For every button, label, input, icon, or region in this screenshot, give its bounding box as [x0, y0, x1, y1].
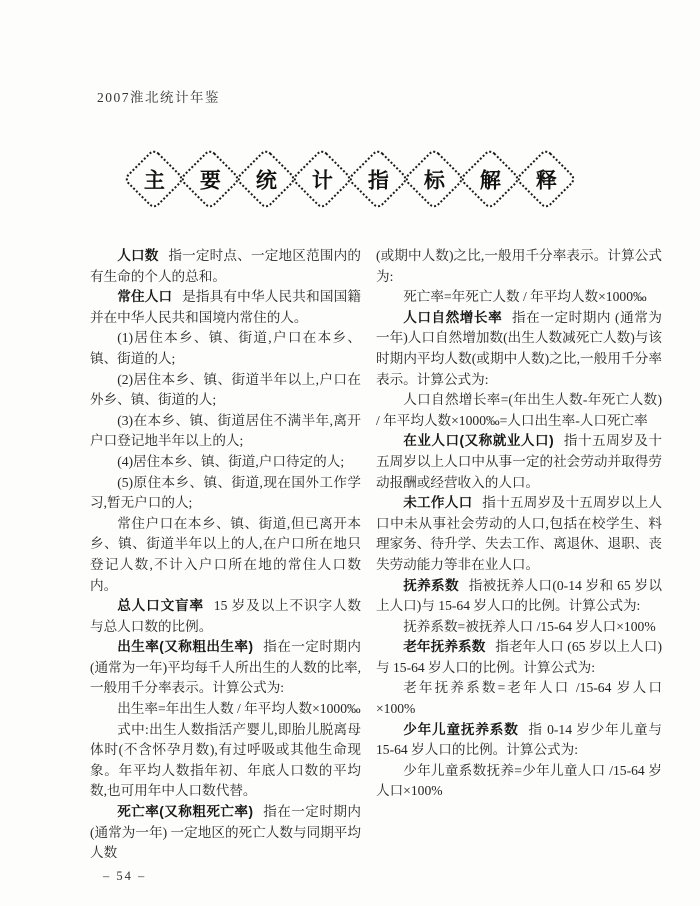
formula-child-dependency-ratio: [376, 761, 662, 802]
paragraph-text: 指十五周岁及十五周岁以上人口中未从事社会劳动的人口,包括在校学生、料理家务、待升学、失去工作、离退休、退职、丧失劳动能力等非在业人口。: [376, 495, 663, 572]
formula-elderly-dependency-ratio: [376, 678, 662, 719]
paragraph-text: 15 岁及以上不识字人数与总人口数的比例。: [90, 598, 361, 634]
medallion-border: [291, 148, 353, 210]
def-elderly-dependency-ratio: [376, 637, 662, 678]
paragraph-text: 指被抚养人口(0-14 岁和 65 岁以上人口)与 15-64 岁人口的比例。计算公式为:: [376, 577, 663, 614]
formula-text: 死亡率=年死亡人数 / 年平均人数×1000‰: [403, 289, 647, 305]
formula-text: 老年抚养系数=老年人口 /15-64 岁人口×100%: [376, 680, 662, 717]
title-medallion: [406, 146, 462, 212]
medallion-border: [459, 148, 521, 210]
term-label: 出生率(又称粗出生率): [117, 639, 253, 655]
title-character: 统: [255, 169, 277, 192]
paragraph-text: 指老年人口 (65 岁以上人口)与 15-64 岁人口的比例。计算公式为:: [376, 639, 663, 675]
title-character: 释: [535, 169, 557, 192]
title-medallion: [126, 146, 182, 212]
resident-item-3: [90, 411, 361, 452]
def-employed-population: [376, 431, 662, 493]
title-character: 主: [143, 169, 165, 192]
def-dependency-ratio: [376, 576, 662, 617]
term-label: 人口自然增长率: [403, 309, 503, 325]
medallion-border: [403, 148, 465, 210]
title-character: 要: [199, 169, 221, 192]
left-column: [90, 246, 361, 864]
title-character: 解: [479, 169, 501, 192]
formula-text: 出生率=年出生人数 / 年平均人数×1000‰: [117, 701, 361, 717]
formula-dependency-ratio: [376, 617, 662, 638]
paragraph-text: 指在一定时期内(通常为一年)平均每千人所出生的人数的比率,一般用千分率表示。计算公式为:: [90, 639, 361, 696]
def-resident-population: [90, 287, 361, 328]
paragraph-text: 指在一定时期内(通常为一年) 一定地区的死亡人数与同期平均人数: [90, 804, 361, 861]
def-death-rate: [90, 802, 361, 864]
paragraph-text: (5)原住本乡、镇、街道,现在国外工作学习,暂无户口的人;: [90, 474, 361, 511]
medallion-border: [123, 148, 185, 210]
resident-item-4: [90, 452, 361, 473]
term-label: 常住人口: [117, 289, 173, 305]
paragraph-text: (1)居住本乡、镇、街道,户口在本乡、镇、街道的人;: [90, 330, 361, 366]
medallion-border: [235, 148, 297, 210]
running-header: 2007淮北统计年鉴: [97, 90, 220, 105]
title-medallion: [294, 146, 350, 212]
title-character: 计: [311, 169, 333, 192]
term-label: 总人口文盲率: [117, 598, 204, 614]
formula-text: 抚养系数=被抚养人口 /15-64 岁人口×100%: [403, 618, 656, 634]
medallion-border: [179, 148, 241, 210]
title-medallion: [518, 146, 574, 212]
def-child-dependency-ratio: [376, 720, 662, 761]
formula-text: 少年儿童系数抚养=少年儿童人口 /15-64 岁人口×100%: [376, 762, 662, 799]
birth-rate-note: [90, 720, 361, 802]
term-label: 未工作人口: [403, 495, 473, 511]
medallion-border: [515, 148, 577, 210]
paragraph-text: 指一定时点、一定地区范围内的有生命的个人的总和。: [90, 248, 362, 284]
resident-item-2: [90, 370, 361, 411]
paragraph-text: (3)在本乡、镇、街道居住不满半年,离开户口登记地半年以上的人;: [90, 412, 361, 449]
term-label: 老年抚养系数: [403, 639, 486, 655]
def-illiteracy-rate: [90, 596, 361, 637]
paragraph-text: 指 0-14 岁少年儿童与 15-64 岁人口的比例。计算公式为:: [376, 721, 662, 758]
def-nonworking-population: [376, 493, 662, 575]
paragraph-text: 指十五周岁及十五周岁以上人口中从事一定的社会劳动并取得劳动报酬或经营收入的人口。: [376, 433, 662, 490]
term-label: 少年儿童抚养系数: [403, 721, 519, 737]
title-medallion: [182, 146, 238, 212]
page-title-medallions: [126, 146, 574, 212]
paragraph-text: (或期中人数)之比,一般用千分率表示。计算公式为:: [376, 248, 662, 284]
page-number: – 54 –: [103, 869, 147, 883]
def-population-count: [90, 246, 361, 287]
paragraph-text: (2)居住本乡、镇、街道半年以上,户口在外乡、镇、街道的人;: [90, 371, 361, 408]
resident-item-1: [90, 328, 361, 369]
def-birth-rate: [90, 637, 361, 699]
term-label: 死亡率(又称粗死亡率): [117, 804, 253, 820]
death-rate-continuation: [376, 246, 662, 287]
term-label: 在业人口(又称就业人口): [403, 433, 554, 449]
medallion-border: [347, 148, 409, 210]
def-natural-growth-rate: [376, 308, 662, 390]
formula-natural-growth-rate: [376, 390, 662, 431]
title-medallion: [462, 146, 518, 212]
right-column: [376, 246, 662, 802]
formula-birth-rate: [90, 699, 361, 720]
title-medallion: [238, 146, 294, 212]
resident-note: [90, 514, 361, 596]
term-label: 抚养系数: [403, 577, 459, 593]
title-character: 标: [423, 169, 445, 192]
term-label: 人口数: [117, 248, 159, 263]
paragraph-text: 式中:出生人数指活产婴儿,即胎儿脱离母体时(不含怀孕月数),有过呼吸或其他生命现象。年平均人数指年初、年底人口数的平均数,也可用年中人口数代替。: [90, 721, 361, 799]
paragraph-text: 是指具有中华人民共和国国籍并在中华人民共和国境内常住的人。: [90, 289, 361, 325]
paragraph-text: 指在一定时期内 (通常为一年)人口自然增加数(出生人数减死亡人数)与该时期内平均人数(或期中人数)之比,一般用千分率表示。计算公式为:: [376, 309, 662, 387]
formula-text: 人口自然增长率=(年出生人数-年死亡人数) / 年平均人数×1000‰=人口出生率-人口死亡率: [376, 392, 662, 428]
paragraph-text: (4)居住本乡、镇、街道,户口待定的人;: [117, 453, 345, 469]
title-character: 指: [367, 169, 389, 192]
title-medallion: [350, 146, 406, 212]
paragraph-text: 常住户口在本乡、镇、街道,但已离开本乡、镇、街道半年以上的人,在户口所在地只登记人数,不计入户口所在地的常住人口数内。: [90, 515, 361, 593]
formula-death-rate: [376, 287, 662, 308]
resident-item-5: [90, 473, 361, 514]
